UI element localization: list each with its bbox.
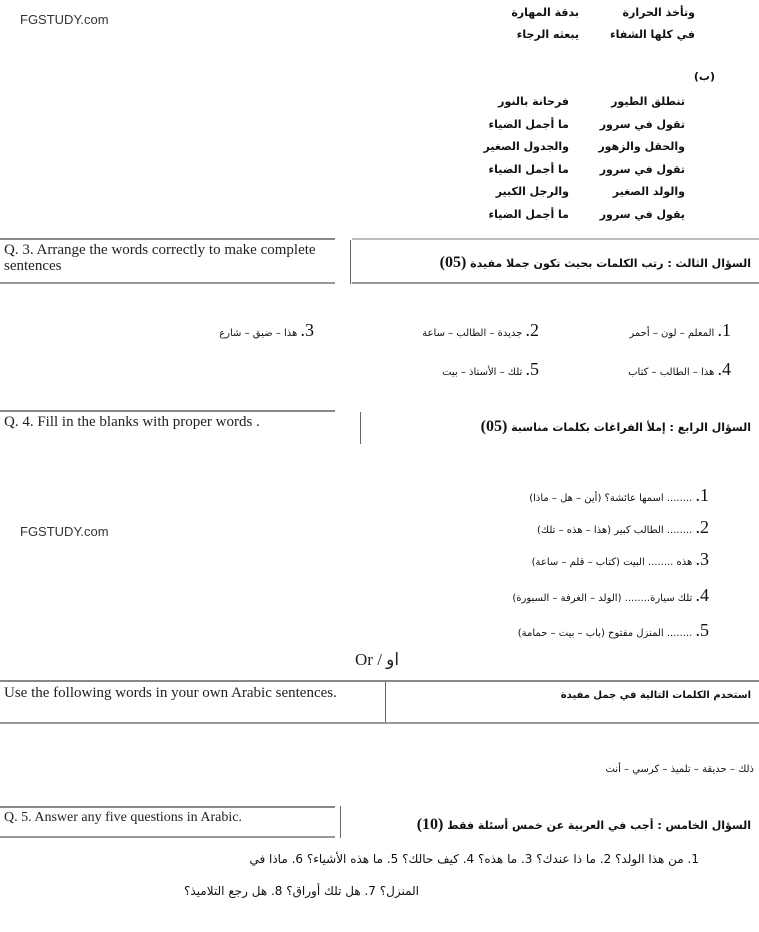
poem-b-left: ما أجمل الضياء (488, 162, 569, 176)
item-number: 2. (695, 517, 709, 537)
poem-b-right: تقول في سرور (599, 162, 685, 176)
q4-item (532, 549, 709, 570)
divider (360, 412, 361, 444)
q3-item (628, 359, 731, 380)
poem-b-label: (ب) (693, 70, 715, 83)
item-text: ........ الطالب كبير (هذا – هذه – تلك) (536, 525, 693, 536)
item-number: 5. (695, 620, 709, 640)
item-number: 3. (300, 320, 314, 340)
q3-item (219, 320, 314, 341)
item-text: جديدة – الطالب – ساعة (422, 328, 523, 339)
item-text: هذه ........ البيت (كتاب – قلم – ساعة) (531, 557, 693, 568)
q4-item (518, 620, 709, 641)
watermark-middle: FGSTUDY.com (20, 524, 109, 539)
poem-b-left: والجدول الصغير (483, 140, 569, 153)
q3-arabic: السؤال الثالث : رتب الكلمات بحيث تكون جملا مفيدة (05) (439, 254, 751, 271)
poem-b-left: ما أجمل الضياء (488, 207, 569, 221)
poem-b-right: يقول في سرور (599, 207, 685, 221)
item-text: هذا – ضيق – شارع (219, 328, 298, 339)
item-number: 1. (695, 485, 709, 505)
watermark-top: FGSTUDY.com (20, 12, 109, 27)
q4-arabic: السؤال الرابع : إملأ الفراغات بكلمات مناسبة (05) (480, 418, 751, 435)
q3-item (442, 359, 539, 380)
use-words-list: ذلك – حديقة – تلميذ – كرسي – أنت (605, 764, 754, 775)
q5-questions-line1: 1. من هذا الولد؟ 2. ما ذا عندك؟ 3. ما هذه؟ 4. كيف حالك؟ 5. ما هذه الأشياء؟ 6. ماذا في (249, 852, 699, 866)
divider (340, 806, 341, 838)
item-text: تلك – الأستاذ – بيت (442, 367, 523, 378)
poem-a-left-1: بدقة المهارة (511, 6, 579, 19)
poem-b-right: والولد الصغير (612, 185, 685, 198)
poem-b-left: ما أجمل الضياء (488, 117, 569, 131)
item-text: ........ المنزل مفتوح (باب – بيت – حمامة) (517, 628, 693, 639)
q3-english: Q. 3. Arrange the words correctly to make complete sentences (4, 242, 316, 274)
q4-item (529, 485, 709, 506)
item-number: 5. (525, 359, 539, 379)
q4-item (512, 585, 709, 606)
item-text: هذا – الطالب – كتاب (628, 367, 715, 378)
q4-item (537, 517, 709, 538)
poem-b-left: والرجل الكبير (495, 185, 569, 198)
item-number: 4. (717, 359, 731, 379)
item-text: المعلم – لون – أحمر (629, 328, 715, 339)
q5-arabic: السؤال الخامس : أجب في العربية عن خمس أسئلة فقط (10) (416, 816, 751, 833)
item-number: 4. (695, 585, 709, 605)
q3-item (629, 320, 731, 341)
poem-b-right: تنطلق الطيور (611, 95, 685, 108)
poem-a-left-2: يبعثه الرجاء (516, 28, 579, 41)
q5-english: Q. 5. Answer any five questions in Arabic. (4, 810, 242, 825)
item-text: ........ اسمها عائشة؟ (أين – هل – ماذا) (529, 493, 693, 504)
poem-b-right: والحقل والزهور (598, 140, 685, 153)
poem-a-right-1: وتأخذ الحرارة (622, 6, 695, 19)
poem-b-right: تقول في سرور (599, 117, 685, 131)
poem-a-right-2: في كلها الشفاء (609, 28, 695, 41)
item-number: 3. (695, 549, 709, 569)
use-words-english: Use the following words in your own Arabic sentences. (4, 685, 337, 701)
q3-item (422, 320, 539, 341)
or-label: Or / او (355, 650, 400, 669)
q5-questions-line2: المنزل؟ 7. هل تلك أوراق؟ 8. هل رجع التلاميذ؟ (184, 884, 419, 898)
use-words-arabic: استخدم الكلمات التالية في جمل مفيدة (560, 690, 751, 701)
item-number: 2. (525, 320, 539, 340)
poem-b-left: فرحانة بالنور (498, 95, 569, 108)
divider (350, 240, 351, 284)
divider (385, 682, 386, 722)
q4-english: Q. 4. Fill in the blanks with proper words . (4, 414, 260, 430)
item-text: تلك سيارة........ (الولد – الغرفة – السبورة) (512, 593, 693, 604)
item-number: 1. (717, 320, 731, 340)
